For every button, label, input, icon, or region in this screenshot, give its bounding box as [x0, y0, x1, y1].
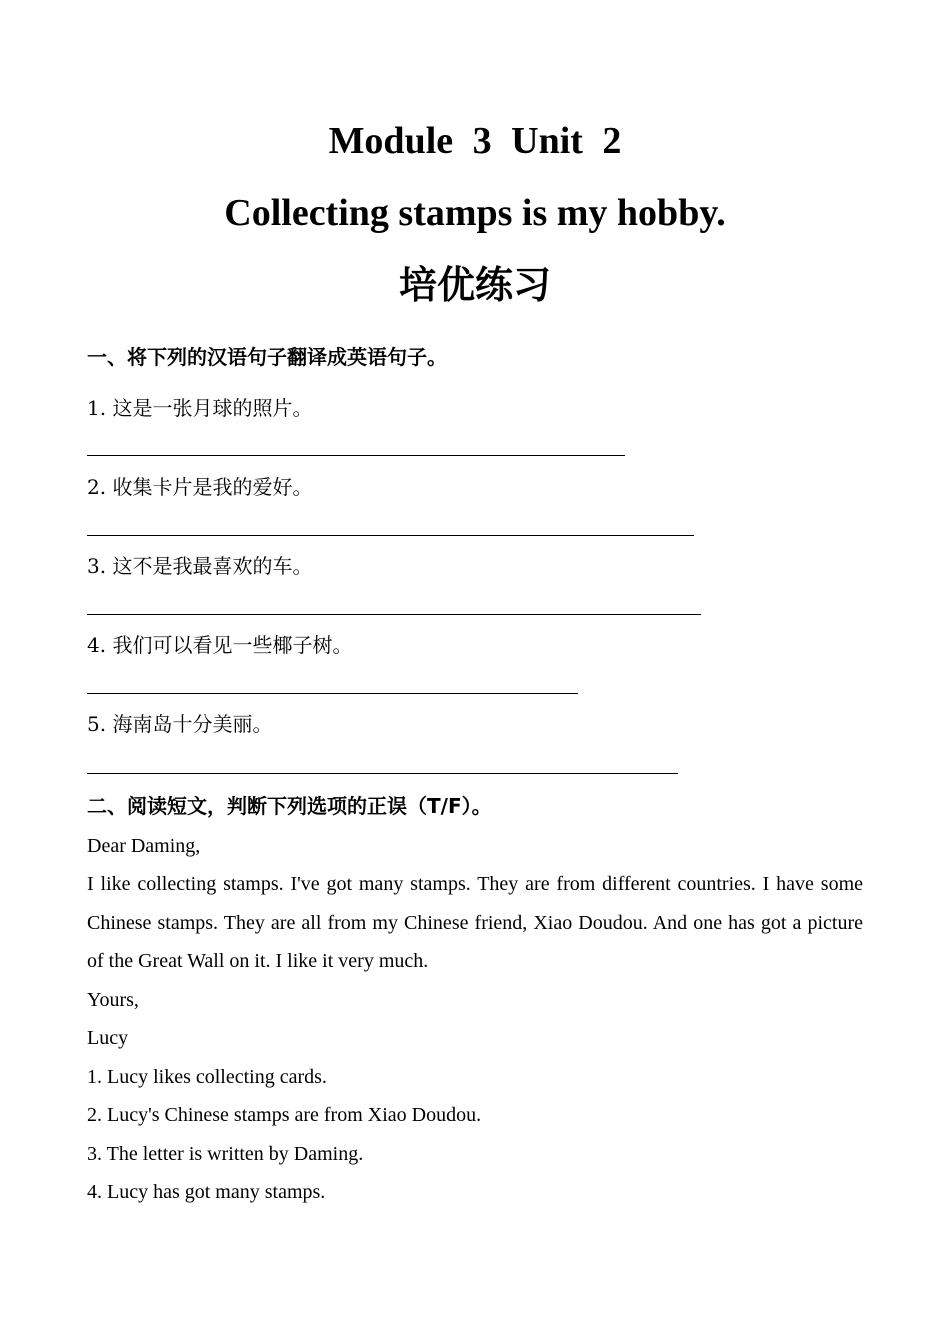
- letter-signature: Lucy: [87, 1027, 129, 1049]
- statement-2: 2. Lucy's Chinese stamps are from Xiao Doudou.: [87, 1104, 482, 1126]
- question-5: 5. 海南岛十分美丽。: [87, 712, 273, 736]
- letter-body: I like collecting stamps. I've got many stamps. They are from different countries. I have some Chinese stamps. They are all from my Chinese friend, Xiao Doudou. And one has got a picture of the Great Wall on it. I like it very much.: [87, 873, 863, 972]
- exercise-label: 培优练习: [398, 263, 551, 307]
- answer-blank-4[interactable]: [87, 693, 578, 694]
- letter-greeting: Dear Daming,: [87, 835, 201, 857]
- section2-heading: 二、阅读短文，判断下列选项的正误（T/F）。: [87, 794, 492, 818]
- page-subtitle: Collecting stamps is my hobby.: [224, 192, 726, 234]
- answer-blank-2[interactable]: [87, 535, 694, 536]
- letter-closing: Yours,: [87, 989, 139, 1011]
- section1-heading: 一、将下列的汉语句子翻译成英语句子。: [87, 345, 447, 369]
- statement-3: 3. The letter is written by Daming.: [87, 1143, 364, 1165]
- question-1: 1. 这是一张月球的照片。: [87, 396, 313, 420]
- page-title: Module 3 Unit 2: [328, 120, 622, 162]
- statement-4: 4. Lucy has got many stamps.: [87, 1181, 326, 1203]
- question-4: 4. 我们可以看见一些椰子树。: [87, 633, 353, 657]
- answer-blank-5[interactable]: [87, 773, 678, 774]
- answer-blank-1[interactable]: [87, 455, 625, 456]
- statement-1: 1. Lucy likes collecting cards.: [87, 1066, 327, 1088]
- question-3: 3. 这不是我最喜欢的车。: [87, 554, 313, 578]
- answer-blank-3[interactable]: [87, 614, 701, 615]
- question-2: 2. 收集卡片是我的爱好。: [87, 475, 313, 499]
